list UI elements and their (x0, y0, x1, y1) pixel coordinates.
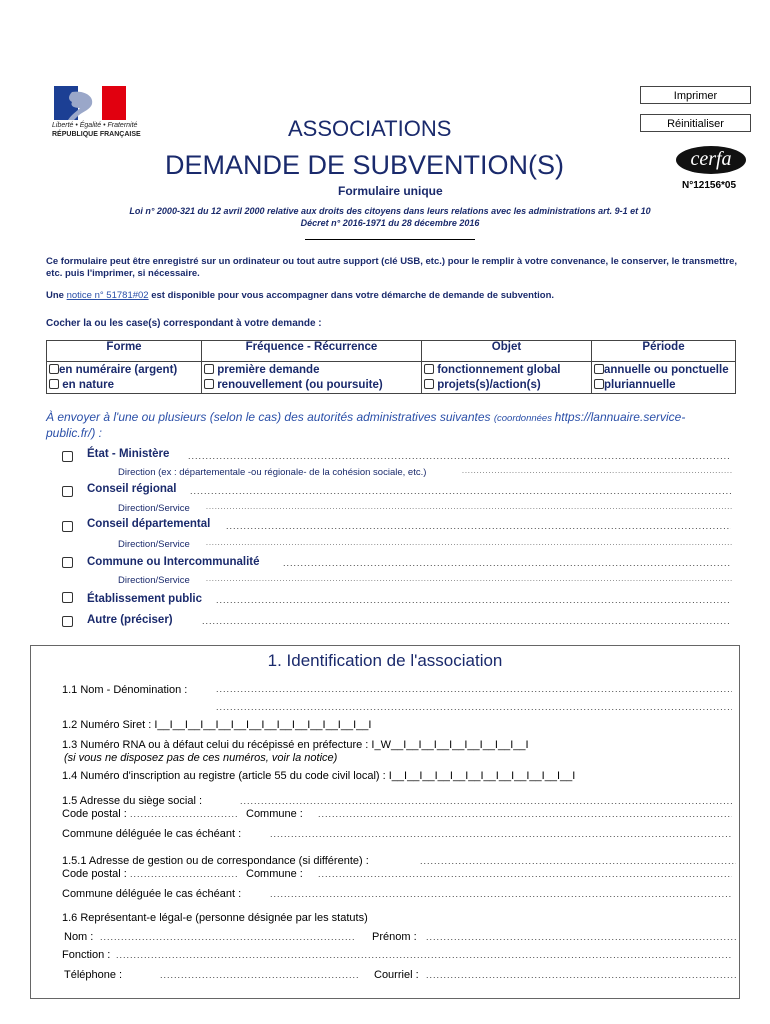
title-demande: DEMANDE DE SUBVENTION(S) (165, 150, 565, 180)
frequence-option[interactable]: première demande (204, 363, 419, 378)
etablissement-field[interactable] (216, 595, 731, 605)
checkbox-numeraire[interactable] (49, 364, 59, 374)
region-direction-field[interactable] (206, 504, 732, 511)
authority-etablissement: Établissement public (87, 593, 203, 605)
col-objet: Objet (422, 341, 592, 362)
logo-republic: RÉPUBLIQUE FRANÇAISE (52, 131, 141, 138)
title-associations: ASSOCIATIONS (288, 116, 452, 141)
checkbox-renouvellement[interactable] (204, 379, 214, 389)
nom-label: 1.1 Nom - Dénomination : (62, 684, 188, 696)
forme-option[interactable]: en nature (49, 378, 199, 393)
objet-option[interactable]: projets(s)/action(s) (424, 378, 589, 393)
print-button[interactable]: Imprimer (640, 86, 751, 104)
authority-commune: Commune ou Intercommunalité (87, 556, 260, 568)
siege-field[interactable] (240, 796, 734, 806)
courriel-label: Courriel : (374, 969, 419, 981)
send-to-text (46, 410, 746, 441)
law-line2: Décret n° 2016-1971 du 28 décembre 2016 (300, 218, 480, 228)
representant-label: 1.6 Représentant-e légal-e (personne désignée par les statuts) (62, 912, 368, 924)
telephone-label: Téléphone : (64, 969, 123, 981)
periode-option[interactable]: pluriannuelle (594, 378, 733, 393)
cerfa-number: N°12156*05 (682, 180, 737, 191)
divider (305, 239, 475, 240)
commune-deleguee-gestion-field[interactable] (270, 889, 732, 899)
code-postal-field[interactable] (130, 809, 238, 819)
section-title: 1. Identification de l'association (267, 651, 503, 670)
departement-direction-label: Direction/Service (118, 539, 190, 550)
commune-deleguee-field[interactable] (270, 829, 732, 839)
code-postal-label: Code postal : (62, 808, 127, 820)
send-line1: À envoyer à l'une ou plusieurs (selon le cas) des autorités administratives suivantes (46, 410, 494, 424)
gestion-label: 1.5.1 Adresse de gestion ou de correspondance (si différente) : (62, 855, 369, 867)
commune-field[interactable] (283, 558, 731, 568)
marianne-logo (52, 86, 152, 146)
checkbox-region[interactable] (62, 486, 73, 497)
checkbox-commune[interactable] (62, 557, 73, 568)
col-periode: Période (592, 341, 736, 362)
frequence-option[interactable]: renouvellement (ou poursuite) (204, 378, 419, 393)
prenom-field[interactable] (426, 932, 736, 942)
checkbox-departement[interactable] (62, 521, 73, 532)
checkbox-annuelle[interactable] (594, 364, 604, 374)
etat-field[interactable] (188, 451, 731, 461)
region-field[interactable] (190, 486, 731, 496)
rna-note: (si vous ne disposez pas de ces numéros, voir la notice) (64, 752, 338, 764)
section-identification (30, 645, 740, 999)
registre-field[interactable]: 1.4 Numéro d'inscription au registre (article 55 du code civil local) : I__I__I__I__I__I__I__I__I__I__I__I__I (62, 770, 576, 782)
commune-gestion-field[interactable] (318, 869, 732, 879)
commune-direction-field[interactable] (206, 576, 732, 583)
commune-siege-field[interactable] (318, 809, 732, 819)
authority-region: Conseil régional (87, 483, 177, 495)
telephone-field[interactable] (160, 970, 360, 980)
gestion-field[interactable] (420, 856, 736, 866)
nom-field-line2[interactable] (216, 702, 732, 712)
siege-label: 1.5 Adresse du siège social : (62, 795, 203, 807)
send-coord: (coordonnées (493, 413, 555, 424)
authority-departement: Conseil départemental (87, 518, 211, 530)
code-postal-gestion-field[interactable] (130, 869, 238, 879)
col-forme: Forme (47, 341, 202, 362)
notice-link[interactable]: notice n° 51781#02 (66, 290, 149, 301)
checkbox-fonctionnement[interactable] (424, 364, 434, 374)
fonction-field[interactable] (116, 950, 732, 960)
courriel-field[interactable] (426, 970, 736, 980)
check-instruction: Cocher la ou les case(s) correspondant à votre demande : (46, 318, 322, 329)
checkbox-premiere[interactable] (204, 364, 214, 374)
fonction-label: Fonction : (62, 949, 111, 961)
marianne-flag-icon (54, 86, 126, 120)
law-line1: Loi n° 2000-321 du 12 avril 2000 relative aux droits des citoyens dans leurs relations avec les administrations art. 9-1 et 10 (129, 206, 651, 216)
frequence-cell (202, 362, 422, 394)
checkbox-etablissement[interactable] (62, 592, 73, 603)
checkbox-nature[interactable] (49, 379, 59, 389)
send-line2: public.fr/) : (46, 426, 103, 440)
subtitle: Formulaire unique (338, 184, 443, 198)
intro-text: Ce formulaire peut être enregistré sur un ordinateur ou tout autre support (clé USB, etc.) pour le remplir à votre convenance, le conserver, le transmettre, etc. puis l'imprimer, si nécessaire. (46, 256, 738, 279)
law-reference (60, 205, 720, 229)
prenom-label: Prénom : (372, 931, 417, 943)
col-frequence: Fréquence - Récurrence (202, 341, 422, 362)
periode-option[interactable]: annuelle ou ponctuelle (594, 363, 733, 378)
commune-label: Commune : (246, 808, 303, 820)
departement-field[interactable] (226, 521, 731, 531)
etat-direction-label: Direction (ex : départementale -ou régionale- de la cohésion sociale, etc.) (118, 467, 427, 478)
forme-option[interactable]: en numéraire (argent) (49, 363, 199, 378)
commune-deleguee-label: Commune déléguée le cas échéant : (62, 828, 242, 840)
logo-motto: Liberté • Égalité • Fraternité (52, 122, 138, 129)
code-postal-gestion-label: Code postal : (62, 868, 127, 880)
reset-button[interactable]: Réinitialiser (640, 114, 751, 132)
commune-deleguee-gestion-label: Commune déléguée le cas échéant : (62, 888, 242, 900)
objet-option[interactable]: fonctionnement global (424, 363, 589, 378)
checkbox-pluriannuelle[interactable] (594, 379, 604, 389)
send-url[interactable]: https://lannuaire.service- (554, 410, 686, 424)
nom-field[interactable] (216, 684, 732, 694)
notice-after: est disponible pour vous accompagner dans votre démarche de demande de subvention. (148, 290, 555, 301)
nom-rep-field[interactable] (100, 932, 356, 942)
commune-gestion-label: Commune : (246, 868, 303, 880)
checkbox-etat[interactable] (62, 451, 73, 462)
region-direction-label: Direction/Service (118, 503, 190, 514)
nom-rep-label: Nom : (64, 931, 94, 943)
rna-field[interactable]: 1.3 Numéro RNA ou à défaut celui du récépissé en préfecture : I_W__I__I__I__I__I__I__I__I__I (62, 739, 529, 751)
authority-autre: Autre (préciser) (87, 614, 173, 626)
autre-field[interactable] (202, 616, 731, 626)
periode-cell (592, 362, 736, 394)
request-type-table (46, 340, 736, 394)
etat-direction-field[interactable] (462, 468, 732, 475)
forme-cell (47, 362, 202, 394)
objet-cell (422, 362, 592, 394)
checkbox-projets[interactable] (424, 379, 434, 389)
notice-before: Une (46, 290, 67, 301)
cerfa-logo: cerfa (676, 146, 746, 174)
checkbox-autre[interactable] (62, 616, 73, 627)
commune-direction-label: Direction/Service (118, 575, 190, 586)
siret-field[interactable]: 1.2 Numéro Siret : I__I__I__I__I__I__I__I__I__I__I__I__I__I__I (62, 719, 372, 731)
departement-direction-field[interactable] (206, 540, 732, 547)
authority-etat: État - Ministère (87, 448, 170, 460)
notice-line (46, 290, 554, 301)
